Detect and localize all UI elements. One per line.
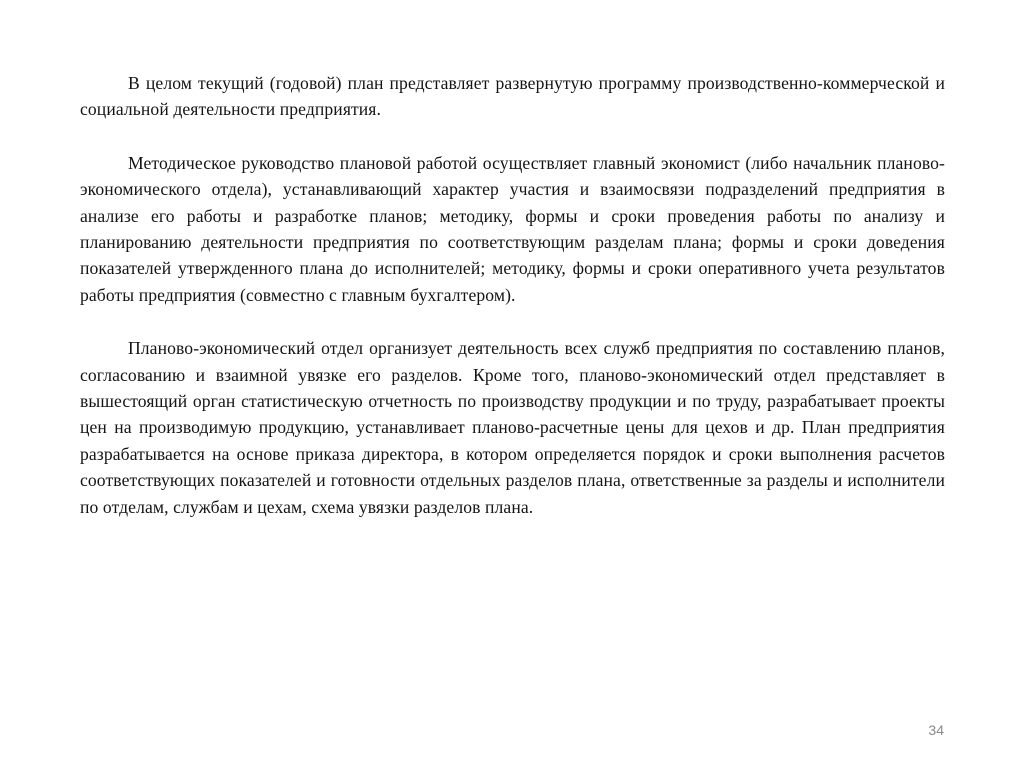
document-body — [80, 70, 945, 520]
paragraph-planning-department: Планово-экономический отдел организует деятельность всех служб предприятия по составлению планов, согласованию и взаимной увязке его разделов. Кроме того, планово-экономический отдел представляет в вышестоящий орган статистическую отчетность по производству продукции и по труду, разрабатывает проекты цен на производимую продукцию, устанавливает планово-расчетные цены для цехов и др. План предприятия разрабатывается на основе приказа директора, в котором определяется порядок и сроки выполнения расчетов соответствующих показателей и готовности отдельных разделов плана, ответственные за разделы и исполнители по отделам, службам и цехам, схема увязки разделов плана. — [80, 338, 945, 517]
paragraph-annual-plan: В целом текущий (годовой) план представляет развернутую программу производственно-коммерческой и социальной деятельности предприятия. — [80, 73, 945, 120]
page-number: 34 — [928, 722, 944, 738]
paragraph-methodical-guidance: Методическое руководство плановой работой осуществляет главный экономист (либо начальник планово-экономического отдела), устанавливающий характер участия и взаимосвязи подразделений предприятия в анализе его работы и разработке планов; методику, формы и сроки проведения работы по анализу и планированию деятельности предприятия по соответствующим разделам плана; формы и сроки доведения показателей утвержденного плана до исполнителей; методику, формы и сроки оперативного учета результатов работы предприятия (совместно с главным бухгалтером). — [80, 152, 945, 305]
